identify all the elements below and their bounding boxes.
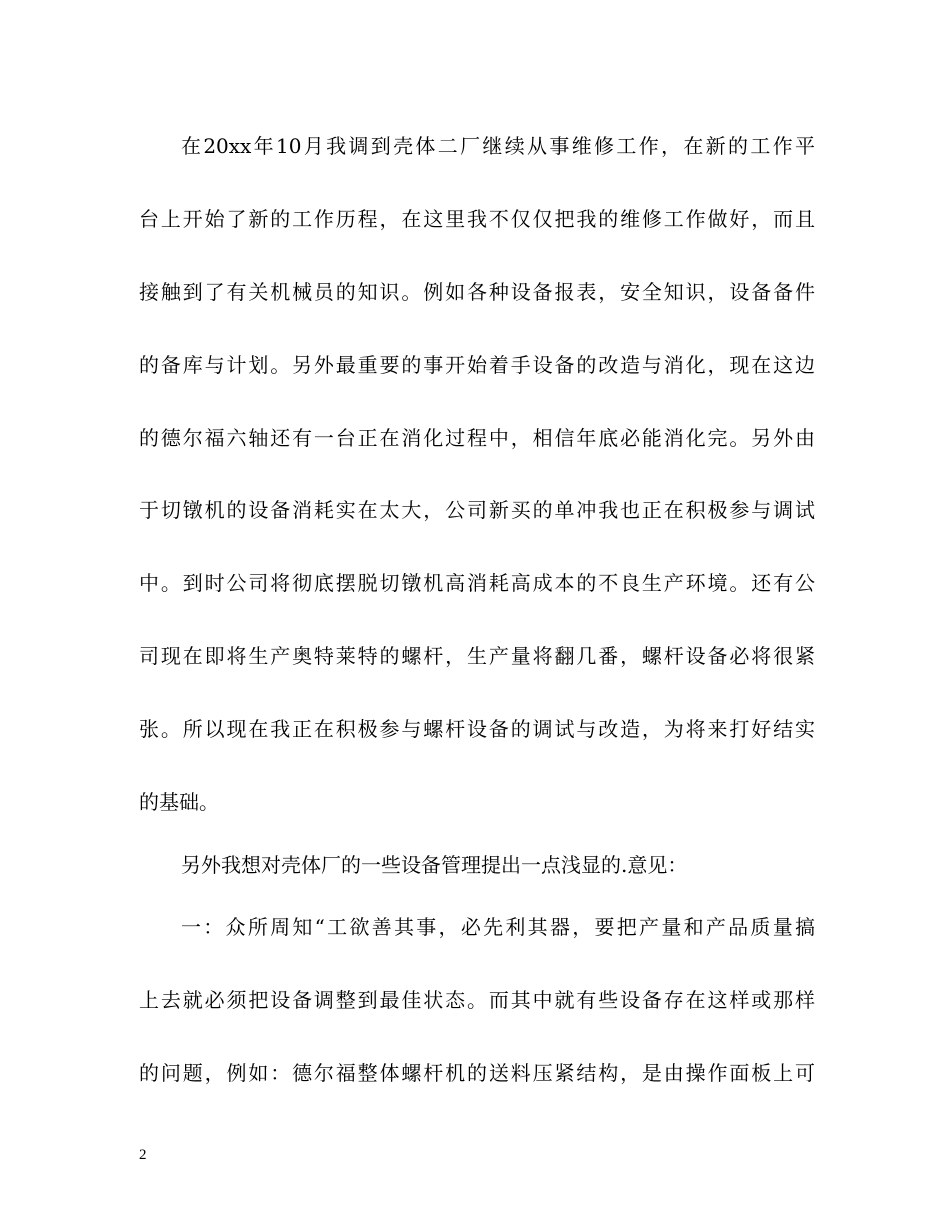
paragraph-3-line-3: 的问题，例如：德尔福整体螺杆机的送料压紧结构，是由操作面板上可 [139, 1061, 815, 1085]
paragraph-1-line-5: 的德尔福六轴还有一台正在消化过程中，相信年底必能消化完。另外由 [139, 426, 815, 450]
paragraph-1-line-10: 的基础。 [139, 790, 219, 814]
page-number: 2 [139, 1147, 147, 1163]
paragraph-1-line-4: 的备库与计划。另外最重要的事开始着手设备的改造与消化，现在这边 [139, 353, 815, 377]
paragraph-1-line-6: 于切镦机的设备消耗实在太大，公司新买的单冲我也正在积极参与调试 [139, 498, 815, 522]
paragraph-1-line-1: 在20xx年10月我调到壳体二厂继续从事维修工作，在新的工作平 [181, 134, 815, 158]
paragraph-3-line-1: 一：众所周知“工欲善其事，必先利其器，要把产量和产品质量搞 [181, 915, 815, 939]
paragraph-1-line-8: 司现在即将生产奥特莱特的螺杆，生产量将翻几番，螺杆设备必将很紧 [139, 644, 815, 668]
paragraph-1-line-7: 中。到时公司将彻底摆脱切镦机高消耗高成本的不良生产环境。还有公 [139, 571, 815, 595]
paragraph-3-line-2: 上去就必须把设备调整到最佳状态。而其中就有些设备存在这样或那样 [139, 988, 815, 1012]
paragraph-2-line-1: 另外我想对壳体厂的一些设备管理提出一点浅显的.意见： [181, 853, 688, 877]
paragraph-1-line-9: 张。所以现在我正在积极参与螺杆设备的调试与改造，为将来打好结实 [139, 717, 815, 741]
paragraph-1-line-2: 台上开始了新的工作历程，在这里我不仅仅把我的维修工作做好，而且 [139, 207, 815, 231]
paragraph-1-line-3: 接触到了有关机械员的知识。例如各种设备报表，安全知识，设备备件 [139, 280, 815, 304]
